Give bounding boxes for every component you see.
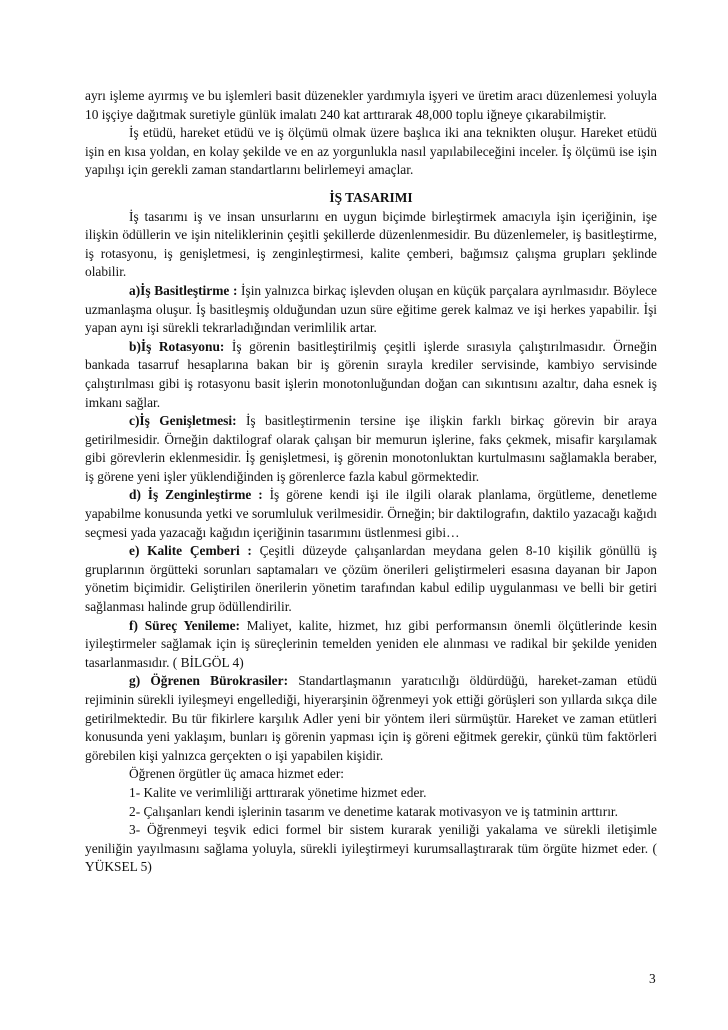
item-c-paragraph <box>85 412 657 486</box>
item-d-text: İş görene kendi işi ile ilgili olarak planlama, örgütleme, denetleme yapabilme konusunda yetki ve sorumluluk verilmesidir. Örneğin; bir daktilografın, daktilo yazacağı kağıdı seçmesi yada yazacağı kağıdın içeriğinin tasarımını üstlenmesi gibi… <box>85 487 657 540</box>
item-e-term: e) Kalite Çemberi : <box>129 543 252 559</box>
aims-item-3: 3- Öğrenmeyi teşvik edici formel bir sistem kurarak yeniliği yakalama ve sürekli iletişimle yeniliğin yayılmasını sağlama yoluyla, sürekli iyileştirmeyi kurumsallaştırarak tüm örgüte hizmet eder. ( YÜKSEL 5) <box>85 822 657 875</box>
intro-paragraph-2: İş etüdü, hareket etüdü ve iş ölçümü olmak üzere başlıca iki ana teknikten oluşur. Hareket etüdü işin en kısa yoldan, en kolay şekilde ve en az yorgunlukla nasıl yapılabileceğini inceler. İş ölçümü ise işin yapılışı için gerekli zaman standartlarını belirlemeyi amaçlar. <box>85 125 657 178</box>
item-g-paragraph <box>85 672 657 765</box>
item-a-text: İşin yalnızca birkaç işlevden oluşan en küçük parçalara ayrılmasıdır. Böylece uzmanlaşma oluşur. İş basitleşmiş olduğundan uzun süre eğitime gerek kalmaz ve işi herkes yapabilir. İşi yapan aynı işi sürekli tekrarladığından verimlilik artar. <box>85 282 657 336</box>
item-e-paragraph <box>85 542 657 616</box>
item-b-paragraph <box>85 338 657 412</box>
item-f-text: Maliyet, kalite, hizmet, hız gibi performansın önemli ölçütlerinde kesin iyileştirmeler sağlamak için iş süreçlerinin temelden yeniden ele alınması ve radikal bir şekilde yeniden tasarlanmasıdır. ( BİLGÖL 4) <box>85 617 657 670</box>
item-b-term: b)İş Rotasyonu: <box>129 338 225 354</box>
section-heading: İŞ TASARIMI <box>329 189 413 205</box>
item-d-paragraph <box>85 486 657 542</box>
item-c-text: İş basitleştirmenin tersine işe ilişkin farklı birkaç görevin bir araya getirilmesidir. Örneğin daktilograf olarak çalışan bir memurun işlerine, faks çekmek, misafir karşılamak gibi görevlerin eklenmesidir. İş genişletmesi, iş görenin monotonluktan kurtulmasını sağlamakla beraber, iş görene yeni işler yüklendiğinden iş görenlerce fazla kabul görmektedir. <box>85 413 657 484</box>
section-paragraph-1: İş tasarımı iş ve insan unsurlarını en uygun biçimde birleştirmek amacıyla işin içeriğinin, işe ilişkin ödüllerin ve işin niteliklerinin çeşitli şekillerde düzenlenmesidir. Bu düzenlemeler, iş basitleştirme, iş rotasyonu, iş genişletmesi, iş zenginleştirmesi, kalite çemberi, bağımsız çalışma grupları şeklinde olabilir. <box>85 208 657 280</box>
item-f-paragraph <box>85 617 657 673</box>
item-d-term: d) İş Zenginleştirme : <box>129 487 263 503</box>
item-c-term: c)İş Genişletmesi: <box>129 413 237 429</box>
page-body <box>85 87 657 877</box>
item-a-term: a)İş Basitleştirme : <box>129 282 238 298</box>
item-a-paragraph <box>85 282 657 338</box>
item-g-term: g) Öğrenen Bürokrasiler: <box>129 673 289 689</box>
item-b-text: İş görenin basitleştirilmiş çeşitli işlerde sırasıyla çalıştırılmasıdır. Örneğin bankada tasarruf hesaplarına bakan bir iş görenin sırayla krediler servisinde, kambiyo servisinde çalıştırılması gibi iş rotasyonu basit işlerin monotonluğundan doğan can sıkıntısını azaltır, daha esnek iş imkanı sağlar. <box>85 338 657 410</box>
item-e-text: Çeşitli düzeyde çalışanlardan meydana gelen 8-10 kişilik gönüllü iş gruplarının örgütteki sorunları saptamaları ve çözüm önerileri geliştirmeleri esasına dayanan bir Japon yönetim biçimidir. Geliştirilen önerilerin yönetim tarafından kabul edilip uygulanması ve belli bir getiri sağlanması halinde grup ödüllendirilir. <box>85 543 657 615</box>
intro-paragraph-1: ayrı işleme ayırmış ve bu işlemleri basit düzenekler yardımıyla işyeri ve üretim aracı düzenlemesi yoluyla 10 işçiye dağıtmak suretiyle günlük imalatı 240 kat arttırarak 48,000 toplu iğneye çıkarabilmiştir. <box>85 88 657 122</box>
aims-intro: Öğrenen örgütler üç amaca hizmet eder: <box>129 766 345 782</box>
item-g-text: Standartlaşmanın yaratıcılığı öldürdüğü, hareket-zaman etüdü rejiminin sürekli iyileşmeyi engellediği, hiyerarşinin öğrenmeyi yok ettiği görüşleri son yıllarda sıkça dile getirilmektedir. Bu tür fikirlere karşılık Adler yeni bir yöntem ileri sürmüştür. Hareket ve zaman etütleri konusunda yeni yaklaşım, bunları iş görenin yapması için iş göreni eğitmek gerekir, çünkü tüm faktörleri görebilen kişi yalnızca gerçekten o işi yapabilen kişidir. <box>85 673 657 763</box>
page-number: 3 <box>649 971 656 986</box>
aims-item-2: 2- Çalışanları kendi işlerinin tasarım ve denetime katarak motivasyon ve iş tatminin arttırır. <box>129 803 618 819</box>
item-f-term: f) Süreç Yenileme: <box>129 617 241 633</box>
aims-item-1: 1- Kalite ve verimliliği arttırarak yönetime hizmet eder. <box>129 784 427 800</box>
